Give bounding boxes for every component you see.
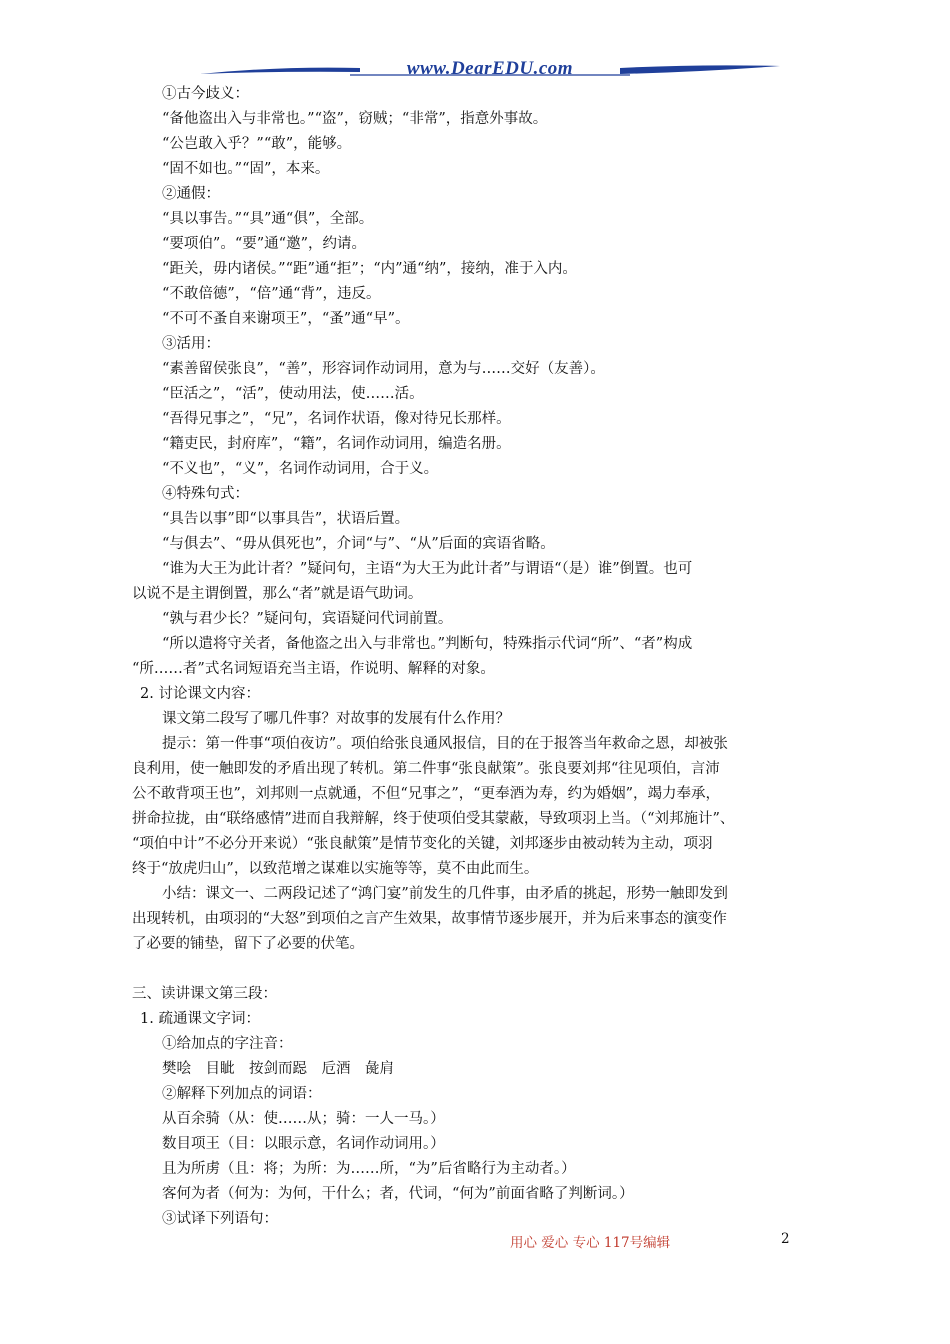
text-line: 终于“放虎归山”，以致范增之谋难以实施等等，莫不由此而生。 bbox=[132, 861, 539, 877]
text-line: 出现转机，由项羽的“大怒”到项伯之言产生效果，故事情节逐步展开，并为后来事态的演变作 bbox=[132, 911, 727, 927]
text-line: “不义也”，“义”，名词作动词用，合于义。 bbox=[162, 461, 439, 477]
text-line: ③试译下列语句： bbox=[162, 1211, 278, 1227]
text-line: 数目项王（目：以眼示意，名词作动词用。） bbox=[162, 1136, 445, 1152]
text-line: “谁为大王为此计者？”疑问句，主语“为大王为此计者”与谓语“（是）谁”倒置。也可 bbox=[162, 561, 693, 577]
text-line: 客何为者（何为：为何，干什么；者，代词，“何为”前面省略了判断词。） bbox=[162, 1186, 634, 1202]
text-line: 了必要的铺垫，留下了必要的伏笔。 bbox=[132, 936, 364, 952]
text-line: 课文第二段写了哪几件事？对故事的发展有什么作用？ bbox=[162, 711, 510, 727]
page-number: 2 bbox=[781, 1231, 790, 1247]
text-line: 1. 疏通课文字词： bbox=[140, 1011, 260, 1027]
text-line: “不可不蚤自来谢项王”，“蚤”通“早”。 bbox=[162, 311, 410, 327]
text-line: “具以事告。”“具”通“俱”，全部。 bbox=[162, 211, 374, 227]
text-line: 小结：课文一、二两段记述了“鸿门宴”前发生的几件事，由矛盾的挑起，形势一触即发到 bbox=[162, 886, 728, 902]
text-line: 以说不是主谓倒置，那么“者”就是语气助词。 bbox=[132, 586, 423, 602]
text-line: “要项伯”。“要”通“邀”，约请。 bbox=[162, 236, 366, 252]
text-line: 三、读讲课文第三段： bbox=[132, 986, 277, 1002]
text-line: 且为所虏（且：将；为所：为……所，“为”后省略行为主动者。） bbox=[162, 1161, 576, 1177]
text-line: “吾得兄事之”，“兄”，名词作状语，像对待兄长那样。 bbox=[162, 411, 511, 427]
text-line: “臣活之”，“活”，使动用法，使……活。 bbox=[162, 386, 424, 402]
text-line: ②通假： bbox=[162, 186, 220, 202]
text-line: “所以遣将守关者，备他盗之出入与非常也。”判断句，特殊指示代词“所”、“者”构成 bbox=[162, 636, 693, 652]
text-line: ③活用： bbox=[162, 336, 220, 352]
text-line: ①给加点的字注音： bbox=[162, 1036, 293, 1052]
text-line: “与俱去”、“毋从俱死也”，介词“与”、“从”后面的宾语省略。 bbox=[162, 536, 555, 552]
text-line: “备他盗出入与非常也。”“盗”，窃贼；“非常”，指意外事故。 bbox=[162, 111, 548, 127]
text-line: “项伯中计”不必分开来说）“张良献策”是情节变化的关键，刘邦逐步由被动转为主动，项羽 bbox=[132, 836, 713, 852]
text-line: 2. 讨论课文内容： bbox=[140, 686, 260, 702]
text-line: “距关，毋内诸侯。”“距”通“拒”；“内”通“纳”，接纳，准于入内。 bbox=[162, 261, 577, 277]
text-line: 拼命拉拢，由“联络感情”进而自我辩解，终于使项伯受其蒙蔽，导致项羽上当。（“刘邦施计”、 bbox=[132, 811, 735, 827]
brand-logo-text[interactable]: www.DearEDU.com bbox=[406, 58, 574, 79]
text-line: “具告以事”即“以事具告”，状语后置。 bbox=[162, 511, 410, 527]
blank-line bbox=[132, 957, 822, 982]
text-line: 从百余骑（从：使……从；骑：一人一马。） bbox=[162, 1111, 445, 1127]
text-line: “孰与君少长？”疑问句，宾语疑问代词前置。 bbox=[162, 611, 453, 627]
text-line: 樊哙 目眦 按剑而跽 卮酒 彘肩 bbox=[162, 1061, 394, 1077]
text-line: “素善留侯张良”，“善”，形容词作动词用，意为与……交好（友善）。 bbox=[162, 361, 605, 377]
document-body bbox=[132, 82, 822, 1232]
text-line: “公岂敢入乎？”“敢”，能够。 bbox=[162, 136, 352, 152]
text-line: ②解释下列加点的词语： bbox=[162, 1086, 322, 1102]
text-line: “所……者”式名词短语充当主语，作说明、解释的对象。 bbox=[132, 661, 495, 677]
text-line: “不敢倍德”，“倍”通“背”，违反。 bbox=[162, 286, 381, 302]
text-line: 提示：第一件事“项伯夜访”。项伯给张良通风报信，目的在于报答当年救命之恩，却被张 bbox=[162, 736, 728, 752]
text-line: “固不如也。”“固”，本来。 bbox=[162, 161, 330, 177]
text-line: ④特殊句式： bbox=[162, 486, 249, 502]
text-line: ①古今歧义： bbox=[162, 86, 249, 102]
text-line: 公不敢背项王也”，刘邦则一点就通，不但“兄事之”，“更奉酒为寿，约为婚姻”，竭力奉承， bbox=[132, 786, 721, 802]
footer-text: 用心 爱心 专心 117号编辑 bbox=[510, 1235, 671, 1251]
text-line: 良利用，使一触即发的矛盾出现了转机。第二件事“张良献策”。张良要刘邦“往见项伯，言沛 bbox=[132, 761, 720, 777]
text-line: “籍吏民，封府库”，“籍”，名词作动词用，编造名册。 bbox=[162, 436, 511, 452]
page-footer bbox=[0, 1231, 950, 1255]
